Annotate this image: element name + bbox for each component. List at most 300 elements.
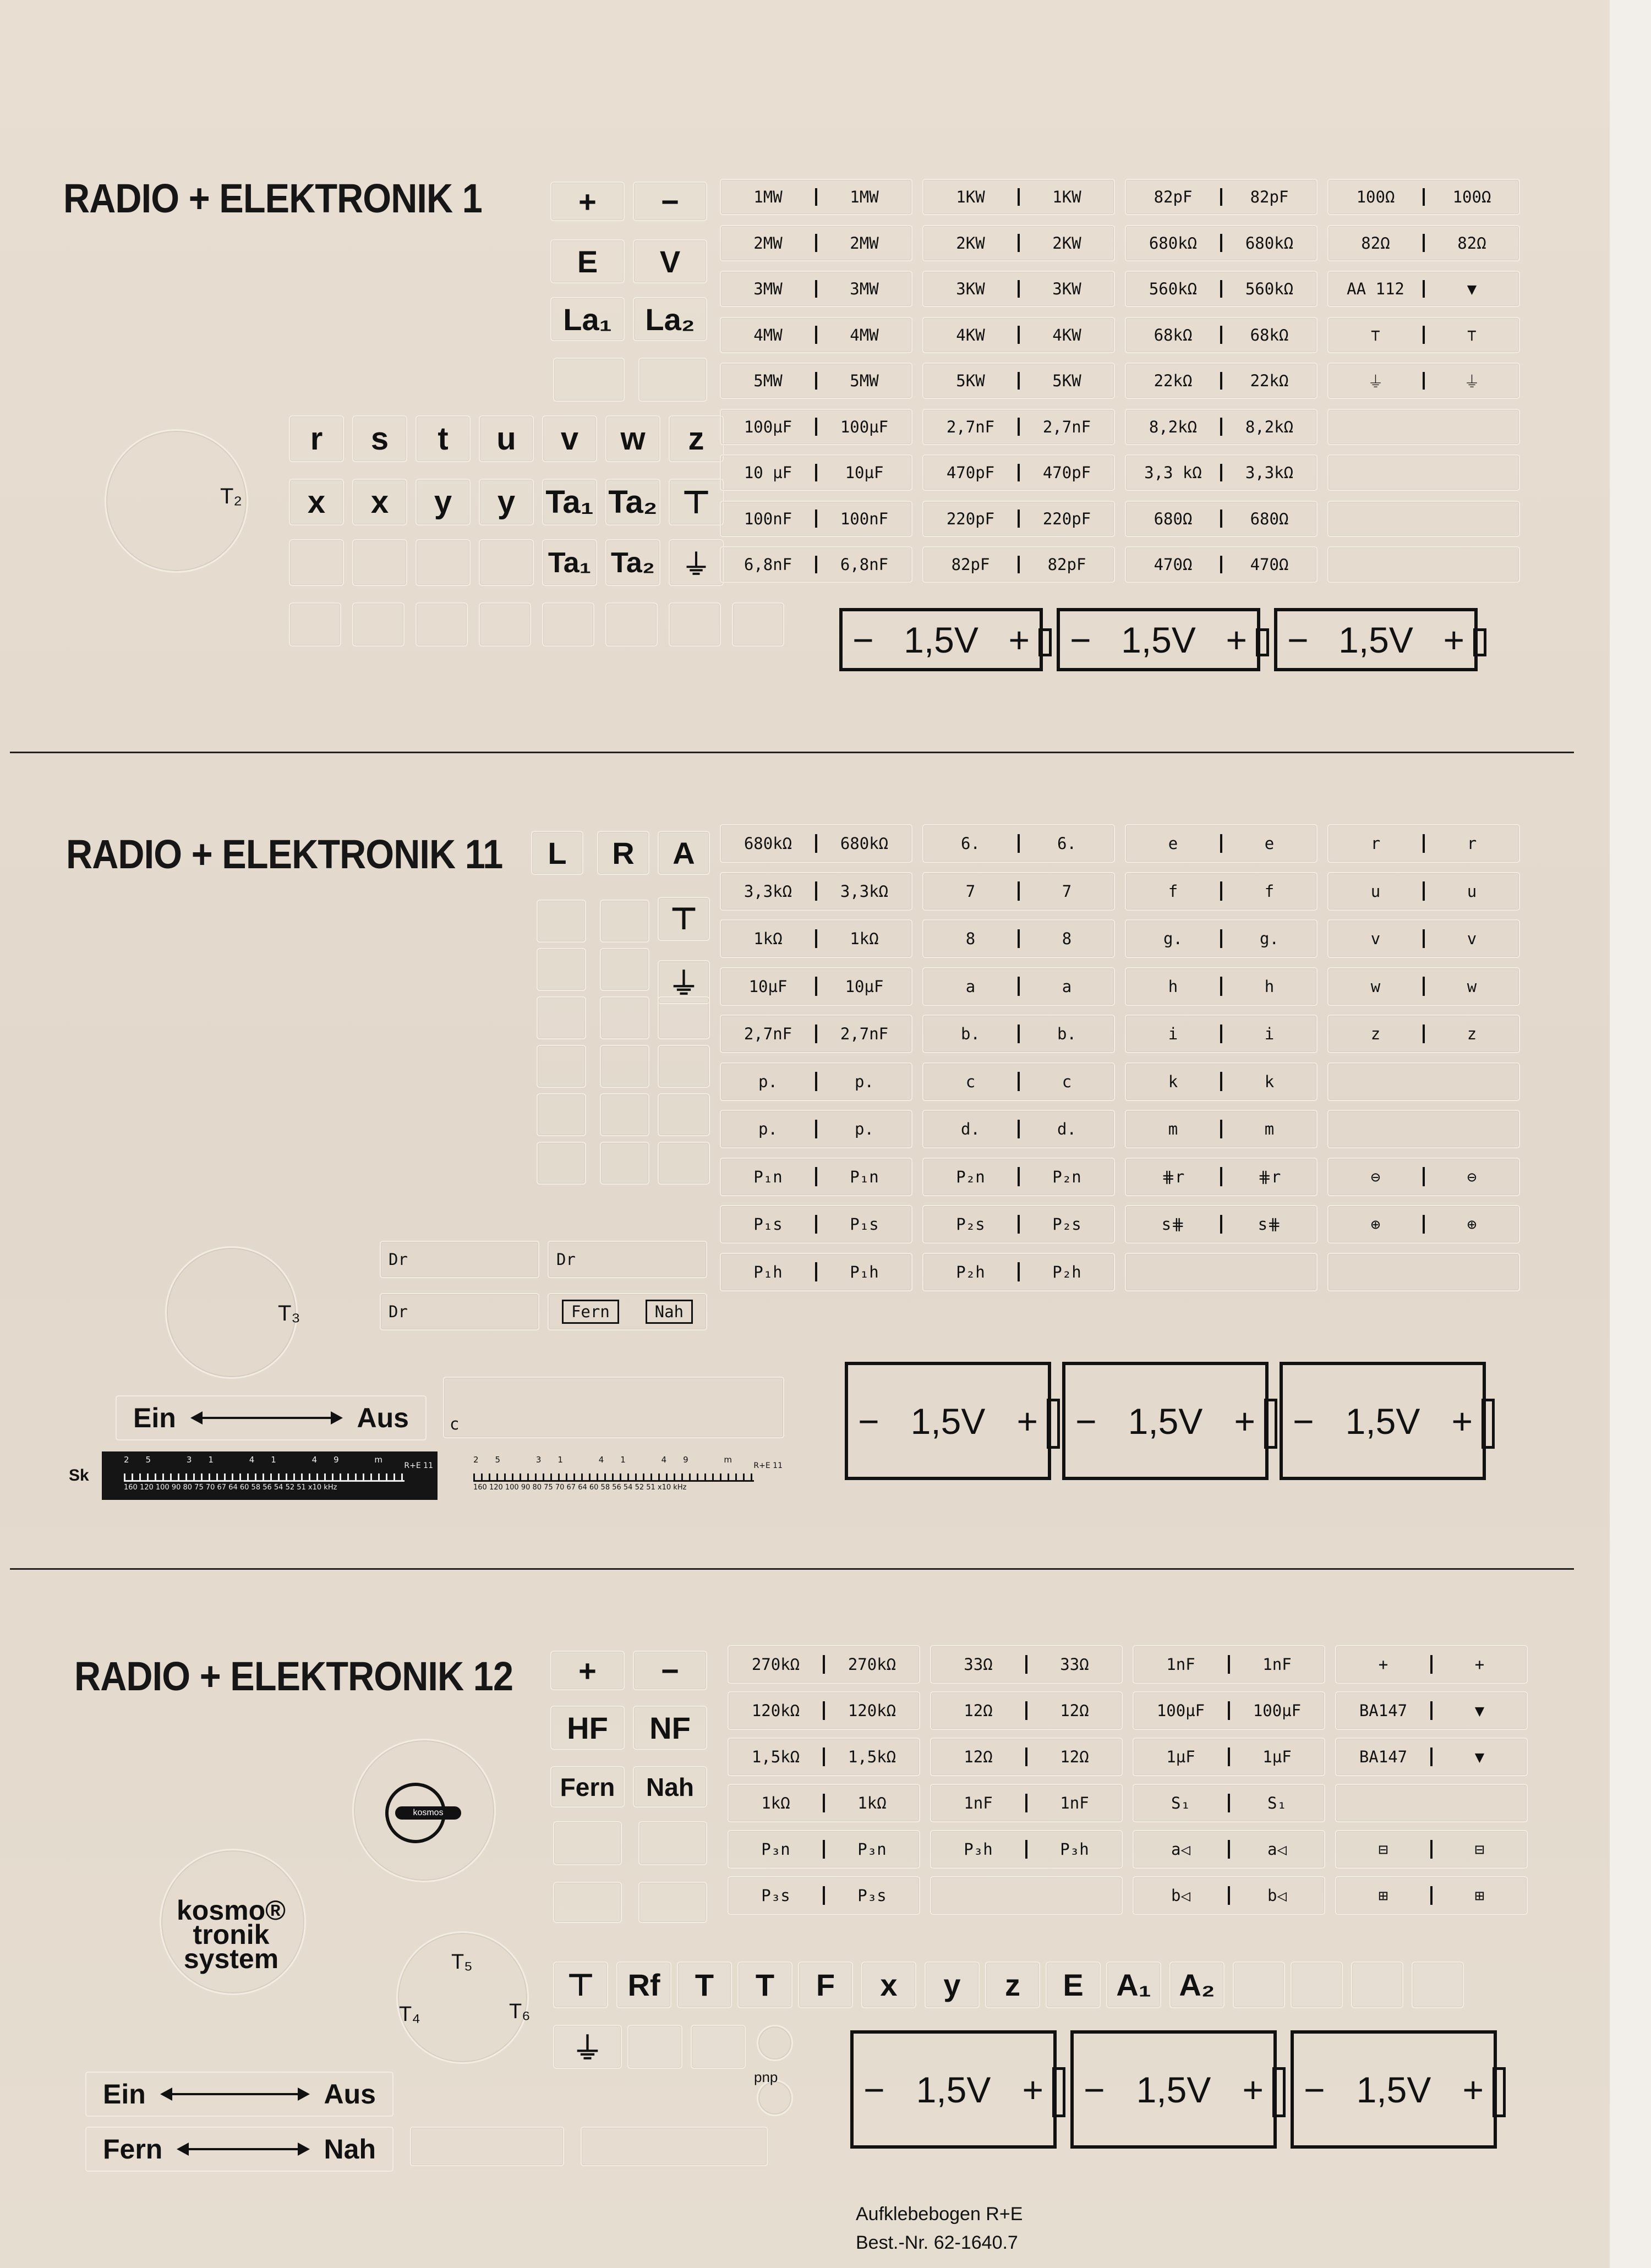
battery-terminal-icon <box>1493 2067 1506 2117</box>
sticker-value-left: + <box>1378 1655 1388 1674</box>
value-sticker <box>1133 1830 1325 1869</box>
sticker-value-right: ▼ <box>1467 280 1477 298</box>
value-sticker <box>1125 824 1317 863</box>
sticker-nf: NF <box>633 1706 707 1750</box>
battery-sticker <box>845 1362 1051 1480</box>
value-sticker <box>1335 1738 1528 1776</box>
sticker-value-left: ⊖ <box>1370 1167 1381 1186</box>
sticker-value-left: 100µF <box>1156 1701 1205 1720</box>
sticker-value-right: 33Ω <box>1060 1655 1089 1674</box>
value-sticker <box>720 1253 912 1291</box>
sticker-value-right: 680kΩ <box>1245 233 1294 253</box>
sticker-value-right: ⊕ <box>1467 1215 1477 1234</box>
value-sticker <box>1327 317 1520 353</box>
battery-voltage: 1,5V <box>904 619 978 660</box>
blank-sticker <box>542 602 594 647</box>
sticker-value-right: P₃s <box>857 1886 887 1905</box>
value-sticker <box>930 1691 1123 1730</box>
sticker-value-right: ▼ <box>1474 1701 1485 1720</box>
blank-sticker <box>605 602 658 647</box>
sticker-la2: La₂ <box>633 297 707 341</box>
sticker-value-left: 220pF <box>946 509 995 528</box>
value-sticker <box>1335 1876 1528 1915</box>
label-t3: T₃ <box>278 1301 300 1325</box>
value-sticker <box>922 363 1115 399</box>
sticker-value-right: 10µF <box>845 977 884 996</box>
blank-sticker <box>600 1142 649 1185</box>
sticker-value-left: z <box>1370 1025 1381 1043</box>
blank-sticker <box>537 948 586 991</box>
sticker-value-left: BA147 <box>1359 1747 1408 1766</box>
value-sticker <box>1133 1691 1325 1730</box>
value-sticker <box>1125 317 1317 353</box>
symbol-sticker: ⊤ <box>553 1962 608 2008</box>
sticker-value-right: 680kΩ <box>840 834 889 853</box>
sticker-value-right: v <box>1467 929 1477 948</box>
battery-terminal-icon <box>1264 1399 1277 1449</box>
value-sticker <box>930 1784 1123 1822</box>
value-sticker <box>1327 546 1520 583</box>
plus-sign: + <box>1451 1400 1473 1442</box>
value-sticker <box>720 363 912 399</box>
sticker-value-left: 3,3 kΩ <box>1144 463 1202 482</box>
sticker-value-right: 2,7nF <box>840 1025 889 1043</box>
ground-symbol: ⏚ <box>553 2025 622 2069</box>
value-sticker <box>922 1015 1115 1053</box>
blank-sticker <box>410 2127 564 2166</box>
sticker-value-right: 7 <box>1062 881 1072 901</box>
sticker-value-left: P₂h <box>956 1262 985 1281</box>
battery-sticker <box>839 608 1043 671</box>
value-sticker <box>720 1062 912 1101</box>
sticker-value-left: f <box>1168 881 1178 901</box>
sticker-value-left: P₃h <box>964 1840 993 1859</box>
value-sticker <box>728 1738 920 1776</box>
sticker-value-left: c <box>965 1072 976 1091</box>
sticker-value-right: 12Ω <box>1060 1747 1089 1766</box>
sticker-value-left: 82Ω <box>1361 233 1390 253</box>
logo-line-3: system <box>183 1943 279 1974</box>
fern-label: Fern <box>562 1300 619 1324</box>
sticker-nah: Nah <box>633 1766 707 1807</box>
sticker-value-right: 12Ω <box>1060 1701 1089 1720</box>
plus-sign: + <box>1226 619 1247 660</box>
sticker-value-right: 1nF <box>1060 1794 1089 1812</box>
sticker-value-left: ⊕ <box>1370 1215 1381 1234</box>
symbol-sticker: E <box>1046 1962 1101 2008</box>
value-sticker <box>720 967 912 1006</box>
blank-sticker <box>1233 1962 1285 2008</box>
letter-sticker: Ta₁ <box>542 479 597 525</box>
scale-tag: R+E 11 <box>404 1461 433 1470</box>
blank-sticker <box>627 2025 682 2069</box>
value-sticker <box>728 1830 920 1869</box>
tuning-scale-light <box>451 1451 787 1500</box>
sticker-value-left: 2,7nF <box>946 417 995 436</box>
plus-sign: + <box>1022 2069 1043 2110</box>
battery-sticker <box>1274 608 1478 671</box>
transistor-outline <box>757 2025 793 2061</box>
sheet-edge <box>1610 0 1651 2268</box>
value-sticker <box>1125 1253 1317 1291</box>
value-sticker <box>720 179 912 215</box>
symbol-sticker: A₂ <box>1169 1962 1224 2008</box>
value-sticker <box>922 271 1115 307</box>
value-sticker <box>1327 1015 1520 1053</box>
sticker-plus: + <box>550 1651 625 1690</box>
sticker-value-right: 4KW <box>1052 325 1081 344</box>
sticker-value-right: 22kΩ <box>1250 371 1289 390</box>
sticker-value-left: P₂n <box>956 1167 985 1186</box>
sticker-value-right: p. <box>855 1072 874 1091</box>
battery-voltage: 1,5V <box>1128 1400 1203 1442</box>
value-sticker <box>922 824 1115 863</box>
sticker-l: L <box>531 831 583 875</box>
minus-sign: − <box>1293 1400 1314 1442</box>
letter-sticker: z <box>669 415 724 462</box>
sticker-value-left: 6,8nF <box>744 555 792 574</box>
value-sticker <box>720 409 912 445</box>
sticker-value-left: 100µF <box>744 417 792 436</box>
sticker-value-right: 100µF <box>1253 1701 1302 1720</box>
value-sticker <box>1125 546 1317 583</box>
sticker-value-left: ⊟ <box>1378 1840 1388 1859</box>
blank-sticker <box>600 1093 649 1136</box>
sticker-value-right: 470Ω <box>1250 555 1289 574</box>
sticker-value-left: 470pF <box>946 463 995 482</box>
value-sticker <box>922 1205 1115 1243</box>
sticker-value-right: 3MW <box>850 280 879 298</box>
letter-sticker: ⊤ <box>669 479 724 525</box>
blank-sticker <box>479 539 534 586</box>
blank-sticker <box>691 2025 746 2069</box>
value-sticker <box>922 317 1115 353</box>
value-sticker <box>1125 967 1317 1006</box>
battery-sticker <box>1057 608 1260 671</box>
sticker-value-left: 1,5kΩ <box>751 1747 800 1766</box>
blank-sticker <box>289 602 341 647</box>
sticker-value-right: 1,5kΩ <box>848 1747 896 1766</box>
value-sticker <box>720 824 912 863</box>
value-sticker <box>728 1784 920 1822</box>
sticker-value-right: m <box>1264 1120 1275 1138</box>
value-sticker <box>1133 1738 1325 1776</box>
battery-terminal-icon <box>1272 2067 1286 2117</box>
footer-line-1: Aufklebebogen R+E <box>856 2204 1023 2225</box>
battery-voltage: 1,5V <box>1356 2069 1431 2110</box>
sticker-value-left: P₁s <box>753 1215 783 1234</box>
sticker-value-right: 5MW <box>850 371 879 390</box>
section-2-title: RADIO + ELEKTRONIK 11 <box>66 831 503 877</box>
blank-sticker <box>600 948 649 991</box>
value-sticker <box>922 179 1115 215</box>
ground-symbol: ⏚ <box>658 960 710 1004</box>
dr-label: Dr <box>389 1302 408 1321</box>
blank-sticker <box>658 1093 710 1136</box>
blank-sticker <box>289 539 344 586</box>
sticker-value-left: 3KW <box>956 280 985 298</box>
blank-sticker <box>352 602 404 647</box>
sticker-value-left: 680kΩ <box>1149 233 1198 253</box>
label-t4: T₄ <box>399 2003 420 2026</box>
sticker-value-right: 680Ω <box>1250 509 1289 528</box>
value-sticker <box>720 919 912 958</box>
sticker-value-right: P₁n <box>850 1167 879 1186</box>
label-t5: T₅ <box>451 1951 473 1974</box>
blank-sticker <box>479 602 531 647</box>
blank-sticker <box>658 996 710 1039</box>
sticker-value-left: 5KW <box>956 371 985 390</box>
sticker-value-left: 1µF <box>1166 1747 1195 1766</box>
sticker-value-left: P₃n <box>761 1840 790 1859</box>
sticker-value-right: 1µF <box>1262 1747 1292 1766</box>
sticker-value-right: r <box>1467 834 1477 853</box>
sticker-value-left: ⋕r <box>1161 1167 1185 1186</box>
sticker-value-left: a◁ <box>1171 1840 1190 1859</box>
sticker-value-left: 560kΩ <box>1149 280 1198 298</box>
value-sticker <box>720 546 912 583</box>
plus-sign: + <box>1008 619 1030 660</box>
value-sticker <box>1125 1062 1317 1101</box>
sticker-value-right: d. <box>1057 1120 1076 1138</box>
symbol-sticker: y <box>925 1962 980 2008</box>
battery-voltage: 1,5V <box>910 1400 986 1442</box>
dr-label: Dr <box>389 1250 408 1269</box>
value-sticker <box>1335 1784 1528 1822</box>
sticker-value-right: P₂n <box>1052 1167 1081 1186</box>
battery-sticker <box>1280 1362 1486 1480</box>
sticker-hf: HF <box>550 1706 625 1750</box>
value-sticker <box>922 501 1115 537</box>
sticker-value-left: 10µF <box>748 977 788 996</box>
minus-sign: − <box>1084 2069 1105 2110</box>
sticker-value-left: 33Ω <box>964 1655 993 1674</box>
value-sticker <box>1125 501 1317 537</box>
sticker-value-right: k <box>1264 1072 1275 1091</box>
sticker-minus: − <box>633 182 707 221</box>
antenna-symbol: ⊤ <box>658 897 710 941</box>
value-sticker <box>1125 179 1317 215</box>
scale-top-labels: 25 31 41 49 m <box>473 1455 749 1465</box>
value-sticker <box>1327 967 1520 1006</box>
blank-sticker <box>638 358 707 402</box>
blank-sticker <box>732 602 784 647</box>
battery-voltage: 1,5V <box>1121 619 1196 660</box>
sticker-value-right: g. <box>1260 929 1279 948</box>
battery-sticker <box>1070 2030 1277 2149</box>
sticker-v: V <box>633 239 707 283</box>
value-sticker <box>922 967 1115 1006</box>
sticker-a: A <box>658 831 710 875</box>
sticker-value-right: h <box>1264 977 1275 996</box>
sticker-fern: Fern <box>550 1766 625 1807</box>
sticker-value-right: 1KW <box>1052 188 1081 206</box>
sticker-value-left: S₁ <box>1171 1794 1190 1812</box>
ein-label: Ein <box>103 2079 146 2110</box>
letter-sticker: y <box>479 479 534 525</box>
letter-sticker: Ta₂ <box>605 479 660 525</box>
sticker-value-left: 82pF <box>1153 188 1193 206</box>
sticker-value-right: ⊖ <box>1467 1167 1477 1186</box>
letter-sticker: v <box>542 415 597 462</box>
sticker-value-left: 270kΩ <box>751 1655 800 1674</box>
value-sticker <box>1327 363 1520 399</box>
blank-sticker <box>638 1821 707 1865</box>
letter-sticker: ⏚ <box>669 539 724 586</box>
value-sticker <box>720 1110 912 1148</box>
footer-line-2: Best.-Nr. 62-1640.7 <box>856 2232 1018 2253</box>
value-sticker <box>1327 1253 1520 1291</box>
sticker-value-right: 120kΩ <box>848 1701 896 1720</box>
battery-terminal-icon <box>1038 628 1052 656</box>
value-sticker <box>922 546 1115 583</box>
plus-sign: + <box>1462 2069 1484 2110</box>
letter-sticker: w <box>605 415 660 462</box>
value-sticker <box>922 872 1115 911</box>
blank-sticker <box>581 2127 768 2166</box>
sticker-value-right: i <box>1264 1025 1275 1043</box>
battery-terminal-icon <box>1052 2067 1065 2117</box>
value-sticker <box>728 1876 920 1915</box>
sk-label: Sk <box>69 1466 89 1484</box>
blank-sticker <box>1412 1962 1464 2008</box>
blank-sticker <box>537 900 586 943</box>
c-label: c <box>450 1415 460 1433</box>
logo-line-1: kosmo® <box>177 1895 286 1926</box>
blank-sticker <box>600 900 649 943</box>
sticker-value-left: 3,3kΩ <box>744 881 792 901</box>
value-sticker <box>1125 1110 1317 1148</box>
sticker-value-right: 2,7nF <box>1042 417 1091 436</box>
sticker-value-right: P₁s <box>850 1215 879 1234</box>
blank-sticker <box>553 1821 622 1865</box>
battery-terminal-icon <box>1481 1399 1495 1449</box>
sticker-value-right: 220pF <box>1042 509 1091 528</box>
value-sticker <box>1125 454 1317 491</box>
sticker-value-right: ⊤ <box>1467 325 1477 344</box>
sticker-value-right: a <box>1062 977 1072 996</box>
sticker-value-right: ⊞ <box>1474 1886 1485 1905</box>
sticker-value-left: 470Ω <box>1153 555 1193 574</box>
sticker-value-left: s⋕ <box>1161 1215 1185 1234</box>
sticker-value-left: 1kΩ <box>753 929 783 948</box>
sticker-value-right: b. <box>1057 1025 1076 1043</box>
value-sticker <box>1327 1062 1520 1101</box>
sticker-value-left: AA 112 <box>1347 280 1404 298</box>
dr-sticker <box>380 1293 539 1330</box>
label-t6: T₆ <box>509 2000 531 2023</box>
section-3-title: RADIO + ELEKTRONIK 12 <box>74 1653 513 1699</box>
sticker-value-left: 1nF <box>964 1794 993 1812</box>
blank-sticker <box>669 602 721 647</box>
value-sticker <box>720 1015 912 1053</box>
value-sticker <box>930 1645 1123 1684</box>
sticker-value-right: 6,8nF <box>840 555 889 574</box>
scale-ticks <box>124 1473 404 1482</box>
sticker-value-left: P₁h <box>753 1262 783 1281</box>
value-sticker <box>1327 225 1520 261</box>
value-sticker <box>1335 1691 1528 1730</box>
sticker-value-right: 100nF <box>840 509 889 528</box>
sticker-value-right: p. <box>855 1120 874 1138</box>
value-sticker <box>728 1645 920 1684</box>
sticker-value-left: 12Ω <box>964 1747 993 1766</box>
aus-label: Aus <box>324 2079 376 2110</box>
double-arrow-icon <box>193 1417 341 1419</box>
symbol-sticker: A₁ <box>1106 1962 1161 2008</box>
blank-sticker <box>658 1045 710 1088</box>
battery-sticker <box>850 2030 1057 2149</box>
sticker-value-right: ⏚ <box>1463 372 1480 391</box>
battery-terminal-icon <box>1473 628 1486 656</box>
sticker-value-right: 8 <box>1062 929 1072 948</box>
sticker-value-left: ⏚ <box>1367 372 1384 391</box>
sticker-value-left: 100nF <box>744 509 792 528</box>
pnp-label: pnp <box>754 2069 778 2085</box>
sticker-plus: + <box>550 182 625 221</box>
blank-sticker <box>537 1093 586 1136</box>
sticker-value-right: c <box>1062 1072 1072 1091</box>
ein-aus-sticker <box>116 1395 427 1440</box>
fern-nah-switch-sticker <box>85 2127 393 2172</box>
sticker-value-left: e <box>1168 834 1178 853</box>
value-sticker <box>922 225 1115 261</box>
value-sticker <box>930 1830 1123 1869</box>
value-sticker <box>1327 501 1520 537</box>
sticker-e: E <box>550 239 625 283</box>
plus-sign: + <box>1234 1400 1255 1442</box>
value-sticker <box>1133 1645 1325 1684</box>
scale-bottom-labels: 160 120 100 90 80 75 70 67 64 60 58 56 54 52 51 x10 kHz <box>473 1483 687 1492</box>
sticker-value-left: ⊤ <box>1370 325 1381 344</box>
value-sticker <box>1327 454 1520 491</box>
sticker-value-right: P₃h <box>1060 1840 1089 1859</box>
value-sticker <box>922 919 1115 958</box>
battery-terminal-icon <box>1047 1399 1060 1449</box>
logo-line-2: tronik <box>193 1919 270 1950</box>
value-sticker <box>922 1253 1115 1291</box>
plus-sign: + <box>1242 2069 1264 2110</box>
blank-sticker <box>416 602 468 647</box>
sticker-value-right: 1kΩ <box>857 1794 887 1812</box>
sticker-value-right: 2KW <box>1052 233 1081 253</box>
dr-sticker <box>548 1241 707 1278</box>
sticker-value-right: a◁ <box>1267 1840 1287 1859</box>
sticker-value-right: 82pF <box>1047 555 1086 574</box>
double-arrow-icon <box>162 2093 308 2095</box>
sticker-value-right: 82pF <box>1250 188 1289 206</box>
sticker-value-left: 6. <box>961 834 980 853</box>
letter-sticker: x <box>289 479 344 525</box>
sticker-value-left: g. <box>1163 929 1183 948</box>
sticker-value-left: 3MW <box>753 280 783 298</box>
sticker-value-left: 8,2kΩ <box>1149 417 1198 436</box>
value-sticker <box>720 271 912 307</box>
sticker-value-left: p. <box>758 1072 778 1091</box>
sticker-value-left: 1nF <box>1166 1655 1195 1674</box>
sticker-value-left: 2,7nF <box>744 1025 792 1043</box>
battery-voltage: 1,5V <box>1345 1400 1420 1442</box>
value-sticker <box>1335 1645 1528 1684</box>
value-sticker <box>1133 1784 1325 1822</box>
value-sticker <box>930 1738 1123 1776</box>
value-sticker <box>1125 1158 1317 1196</box>
sticker-value-right: 2MW <box>850 233 879 253</box>
value-sticker <box>1125 1205 1317 1243</box>
sticker-value-right: 3,3kΩ <box>840 881 889 901</box>
blank-sticker <box>537 996 586 1039</box>
tuning-scale-dark <box>102 1451 438 1500</box>
